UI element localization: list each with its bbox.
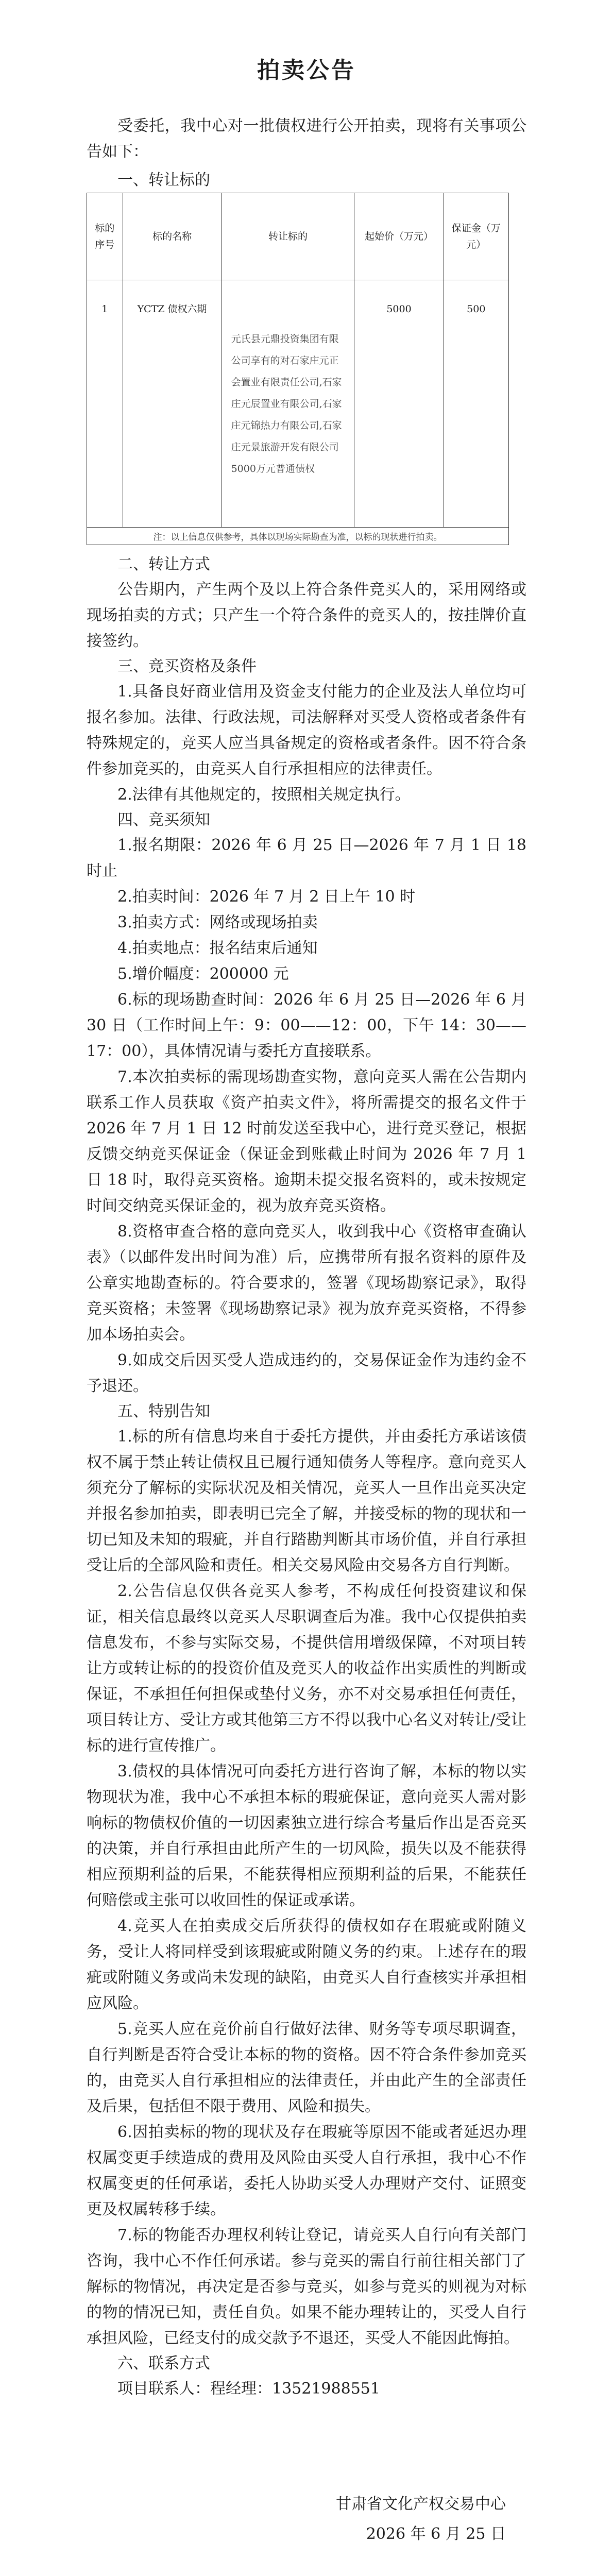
contact-line: 项目联系人：程经理：13521988551 (117, 2380, 380, 2398)
cell-lot-no: 1 (87, 280, 123, 528)
header-subject: 转让标的 (222, 193, 354, 280)
special-notice-item: 2.公告信息仅供各竞买人参考，不构成任何投资建议和保证，相关信息最终以竞买人尽职调查后为准。我中心仅提供拍卖信息发布，不参与实际交易，不提供信用增级保障，不对项目转让方或转让标的的投资价值及竞买人的收益作出实质性的判断或保证，不承担任何担保或垫付义务，亦不对交易承担任何责任，项目转让方、受让方或其他第三方不得以我中心名义对转让/受让标的进行宣传推广。 (87, 1582, 526, 1755)
table-note: 注：以上信息仅供参考，具体以现场实际勘查为准，以标的现状进行拍卖。 (87, 528, 509, 545)
cell-lot-name: YCTZ 债权六期 (123, 280, 222, 528)
section-heading-bidding-notice: 四、竞买须知 (117, 811, 210, 829)
special-notice-item: 3.债权的具体情况可向委托方进行咨询了解，本标的物以实物现状为准，我中心不承担本标的瑕疵保证，意向竞买人需对影响标的物债权价值的一切因素独立进行综合考量后作出是否竞买的决策，并自行承担由此所产生的一切风险，损失以及不能获得相应预期利益的后果，不能获得相应预期利益的后果，不能获任何赔偿或主张可以收回性的保证或承诺。 (87, 1762, 526, 1909)
special-notice-item: 4.竞买人在拍卖成交后所获得的债权如存在瑕疵或附随义务，受让人将同样受到该瑕疵或附随义务的约束。上述存在的瑕疵或附随义务或尚未发现的缺陷，由竞买人自行查核实并承担相应风险。 (87, 1917, 526, 2012)
header-start-price: 起始价（万元） (354, 193, 444, 280)
notice-item-site-visit: 6.标的现场勘查时间：2026 年 6 月 25 日—2026 年 6 月 30 日（工作时间上午：9：00——12：00，下午 14：30——17：00），具体情况请与委托方直接联系。 (87, 991, 526, 1060)
header-deposit: 保证金（万元） (444, 193, 508, 280)
table-header-row (87, 193, 509, 280)
section-heading-qualification: 三、竞买资格及条件 (117, 657, 257, 675)
table-row (87, 280, 509, 528)
cell-start-price: 5000 (354, 280, 444, 528)
special-notice-item: 1.标的所有信息均来自于委托方提供，并由委托方承诺该债权不属于禁止转让债权且已履行通知债务人等程序。意向竞买人须充分了解标的实际状况及相关情况，竞买人一旦作出竞买决定并报名参加拍卖，即表明已完全了解，并接受标的物的现状和一切已知及未知的瑕疵，并自行踏勘判断其市场价值，并自行承担受让后的全部风险和责任。相关交易风险由交易各方自行判断。 (87, 1428, 526, 1574)
notice-item-auction-method: 3.拍卖方式：网络或现场拍卖 (117, 913, 318, 931)
cell-deposit: 500 (444, 280, 508, 528)
lots-table (87, 193, 509, 528)
notice-item-breach: 9.如成交后因买受人造成违约的，交易保证金作为违约金不予退还。 (87, 1351, 526, 1395)
notice-item-auction-time: 2.拍卖时间：2026 年 7 月 2 日上午 10 时 (117, 888, 416, 906)
section-heading-transfer-subject: 一、转让标的 (117, 171, 210, 189)
signature-date: 2026 年 6 月 25 日 (366, 2525, 506, 2543)
notice-item-qualification-review: 8.资格审查合格的意向竞买人，收到我中心《资格审查确认表》（以邮件发出时间为准）后，应携带所有报名资料的原件及公章实地勘查标的。符合要求的，签署《现场勘察记录》，取得竞买资格；未签署《现场勘察记录》视为放弃竞买资格，不得参加本场拍卖会。 (87, 1223, 526, 1344)
section-heading-transfer-method: 二、转让方式 (117, 555, 210, 573)
notice-item-registration: 1.报名期限：2026 年 6 月 25 日—2026 年 7 月 1 日 18 时止 (87, 836, 526, 880)
header-lot-no: 标的序号 (87, 193, 123, 280)
signature-org: 甘肃省文化产权交易中心 (336, 2495, 506, 2513)
header-lot-name: 标的名称 (123, 193, 222, 280)
cell-subject: 元氏县元鼎投资集团有限公司享有的对石家庄元正会置业有限责任公司,石家庄元辰置业有限公司,石家庄元锦热力有限公司,石家庄元景旅游开发有限公司5000万元普通债权 (222, 280, 354, 528)
special-notice-item: 6.因拍卖标的物的现状及存在瑕疵等原因不能或者延迟办理权属变更手续造成的费用及风险由买受人自行承担，我中心不作权属变更的任何承诺，委托人协助买受人办理财产交付、证照变更及权属转移手续。 (87, 2123, 526, 2218)
qualification-item: 2.法律有其他规定的，按照相关规定执行。 (117, 786, 411, 804)
special-notice-item: 5.竞买人应在竞价前自行做好法律、财务等专项尽职调查，自行判断是否符合受让本标的物的资格。因不符合条件参加竞买的，由竞买人自行承担相应的法律责任，并由此产生的全部责任及后果，包括但不限于费用、风险和损失。 (87, 2020, 526, 2115)
section-heading-special-notice: 五、特别告知 (117, 1402, 210, 1420)
notice-item-documents: 7.本次拍卖标的需现场勘查实物，意向竞买人需在公告期内联系工作人员获取《资产拍卖文件》，将所需提交的报名文件于 2026 年 7 月 1 日 12 时前发送至我中心，进行竞买登记，根据反馈交纳竞买保证金（保证金到账截止时间为 2026 年 7 月 1 日 18 时，取得竞买资格。逾期未提交报名资料的，或未按规定时间交纳竞买保证金的，视为放弃竞买资格。 (87, 1068, 526, 1215)
special-notice-item: 7.标的物能否办理权利转让登记，请竞买人自行向有关部门咨询，我中心不作任何承诺。参与竞买的需自行前往相关部门了解标的物情况，再决定是否参与竞买，如参与竞买的则视为对标的物的情况已知，责任自负。如果不能办理转让的，买受人自行承担风险，已经支付的成交款予不退还，买受人不能因此悔拍。 (87, 2226, 526, 2347)
qualification-item: 1.具备良好商业信用及资金支付能力的企业及法人单位均可报名参加。法律、行政法规，司法解释对买受人资格或者条件有特殊规定的，竞买人应当具备规定的资格或者条件。因不符合条件参加竞买的，由竞买人自行承担相应的法律责任。 (87, 683, 526, 778)
section-heading-contact: 六、联系方式 (117, 2354, 210, 2372)
notice-item-increment: 5.增价幅度：200000 元 (117, 965, 289, 983)
transfer-method-text: 公告期内，产生两个及以上符合条件竞买人的，采用网络或现场拍卖的方式；只产生一个符合条件的竞买人的，按挂牌价直接签约。 (87, 581, 526, 650)
intro-paragraph: 受委托，我中心对一批债权进行公开拍卖，现将有关事项公告如下： (87, 117, 526, 161)
signature-block (87, 2489, 526, 2549)
notice-item-auction-location: 4.拍卖地点：报名结束后通知 (117, 939, 318, 957)
page-title: 拍卖公告 (257, 57, 356, 83)
